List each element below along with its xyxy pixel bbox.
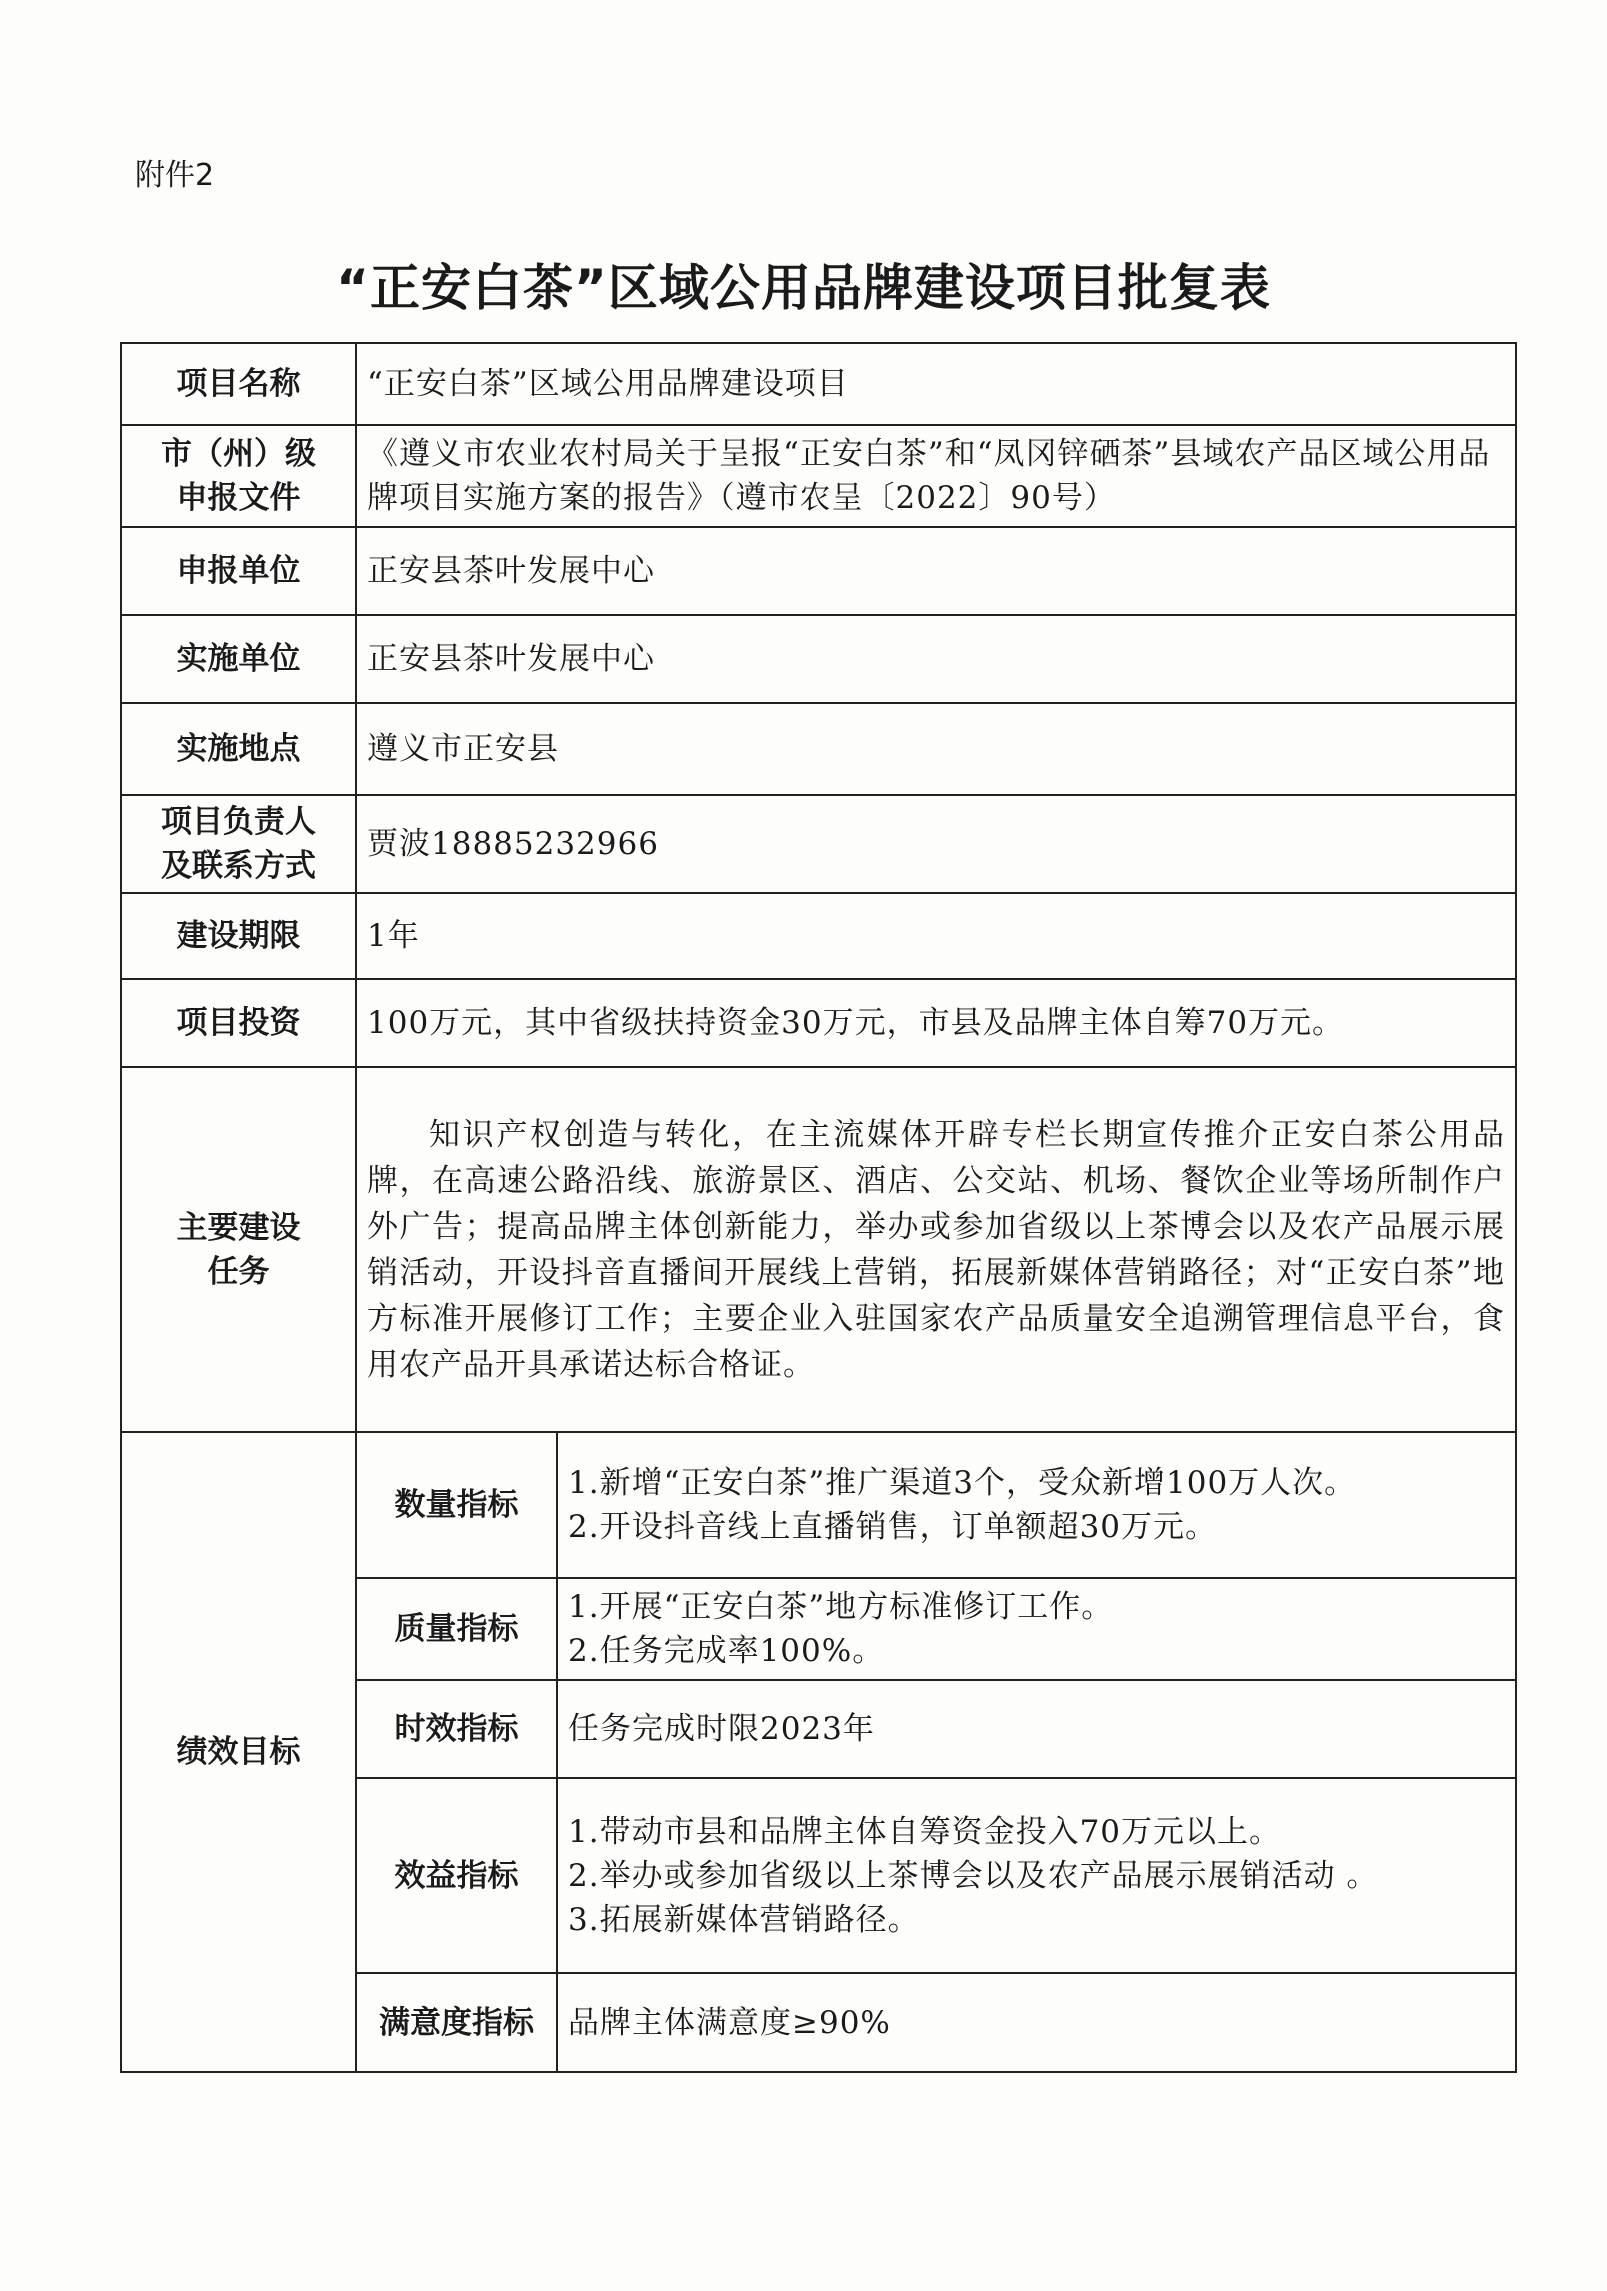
tasks-value: 知识产权创造与转化，在主流媒体开辟专栏长期宣传推介正安白茶公用品牌，在高速公路沿线、旅游景区、酒店、公交站、机场、餐饮企业等场所制作户外广告；提高品牌主体创新能力，举办或参加省级以上茶博会以及农产品展示展销活动，开设抖音直播间开展线上营销，拓展新媒体营销路径；对“正安白茶”地方标准开展修订工作；主要企业入驻国家农产品质量安全追溯管理信息平台，食用农产品开具承诺达标合格证。 xyxy=(356,1067,1516,1432)
perf-row-satisfaction xyxy=(357,1973,1515,2071)
project-name-label: 项目名称 xyxy=(121,343,356,425)
perf-row-timeliness xyxy=(357,1680,1515,1778)
quality-label: 质量指标 xyxy=(357,1578,557,1680)
city-report-label-line1: 市（州）级 xyxy=(161,436,316,472)
contact-value: 贾波18885232966 xyxy=(356,795,1516,893)
row-applicant xyxy=(121,527,1516,615)
perf-row-quantity xyxy=(357,1433,1515,1578)
location-value: 遵义市正安县 xyxy=(356,703,1516,795)
performance-label: 绩效目标 xyxy=(121,1432,356,2072)
row-contact xyxy=(121,795,1516,893)
tasks-label-line1: 主要建设 xyxy=(176,1209,301,1246)
row-tasks xyxy=(121,1067,1516,1432)
applicant-label: 申报单位 xyxy=(121,527,356,615)
period-label: 建设期限 xyxy=(121,893,356,979)
project-name-value: “正安白茶”区域公用品牌建设项目 xyxy=(356,343,1516,425)
tasks-label xyxy=(121,1067,356,1432)
city-report-label xyxy=(121,425,356,527)
row-city-report xyxy=(121,425,1516,527)
quantity-value xyxy=(557,1433,1515,1578)
implementer-label: 实施单位 xyxy=(121,615,356,703)
benefit-label: 效益指标 xyxy=(357,1778,557,1973)
approval-table xyxy=(120,342,1517,2073)
benefit-line-1: 1.带动市县和品牌主体自筹资金投入70万元以上。 xyxy=(568,1813,1282,1850)
period-value: 1年 xyxy=(356,893,1516,979)
investment-label: 项目投资 xyxy=(121,979,356,1067)
document-title: “正安白茶”区域公用品牌建设项目批复表 xyxy=(336,259,1271,317)
city-report-value: 《遵义市农业农村局关于呈报“正安白茶”和“凤冈锌硒茶”县域农产品区域公用品牌项目实施方案的报告》（遵市农呈〔2022〕90号） xyxy=(356,425,1516,527)
quality-line-2: 2.任务完成率100%。 xyxy=(568,1633,885,1669)
contact-label-line1: 项目负责人 xyxy=(161,804,316,840)
quantity-line-1: 1.新增“正安白茶”推广渠道3个，受众新增100万人次。 xyxy=(568,1465,1357,1501)
perf-row-benefit xyxy=(357,1778,1515,1973)
row-performance xyxy=(121,1432,1516,2072)
quality-line-1: 1.开展“正安白茶”地方标准修订工作。 xyxy=(568,1589,1114,1625)
row-investment xyxy=(121,979,1516,1067)
attachment-label: 附件2 xyxy=(135,158,215,193)
performance-cell xyxy=(356,1432,1516,2072)
performance-table xyxy=(357,1433,1515,2071)
row-project-name xyxy=(121,343,1516,425)
satisfaction-value: 品牌主体满意度≥90% xyxy=(568,2004,891,2041)
timeliness-value: 任务完成时限2023年 xyxy=(557,1680,1515,1778)
row-period xyxy=(121,893,1516,979)
location-label: 实施地点 xyxy=(121,703,356,795)
satisfaction-label: 满意度指标 xyxy=(357,1973,557,2071)
contact-label-line2: 及联系方式 xyxy=(161,848,316,884)
benefit-value xyxy=(557,1778,1515,1973)
quantity-line-2: 2.开设抖音线上直播销售，订单额超30万元。 xyxy=(568,1509,1218,1545)
perf-row-quality xyxy=(357,1578,1515,1680)
benefit-line-3: 3.拓展新媒体营销路径。 xyxy=(568,1901,920,1938)
quantity-label: 数量指标 xyxy=(357,1433,557,1578)
row-location xyxy=(121,703,1516,795)
implementer-value: 正安县茶叶发展中心 xyxy=(356,615,1516,703)
investment-value: 100万元，其中省级扶持资金30万元，市县及品牌主体自筹70万元。 xyxy=(356,979,1516,1067)
benefit-line-2: 2.举办或参加省级以上茶博会以及农产品展示展销活动 。 xyxy=(568,1857,1379,1894)
timeliness-label: 时效指标 xyxy=(357,1680,557,1778)
quality-value xyxy=(557,1578,1515,1680)
applicant-value: 正安县茶叶发展中心 xyxy=(356,527,1516,615)
row-implementer xyxy=(121,615,1516,703)
city-report-label-line2: 申报文件 xyxy=(176,480,301,516)
contact-label xyxy=(121,795,356,893)
tasks-label-line2: 任务 xyxy=(207,1253,270,1290)
